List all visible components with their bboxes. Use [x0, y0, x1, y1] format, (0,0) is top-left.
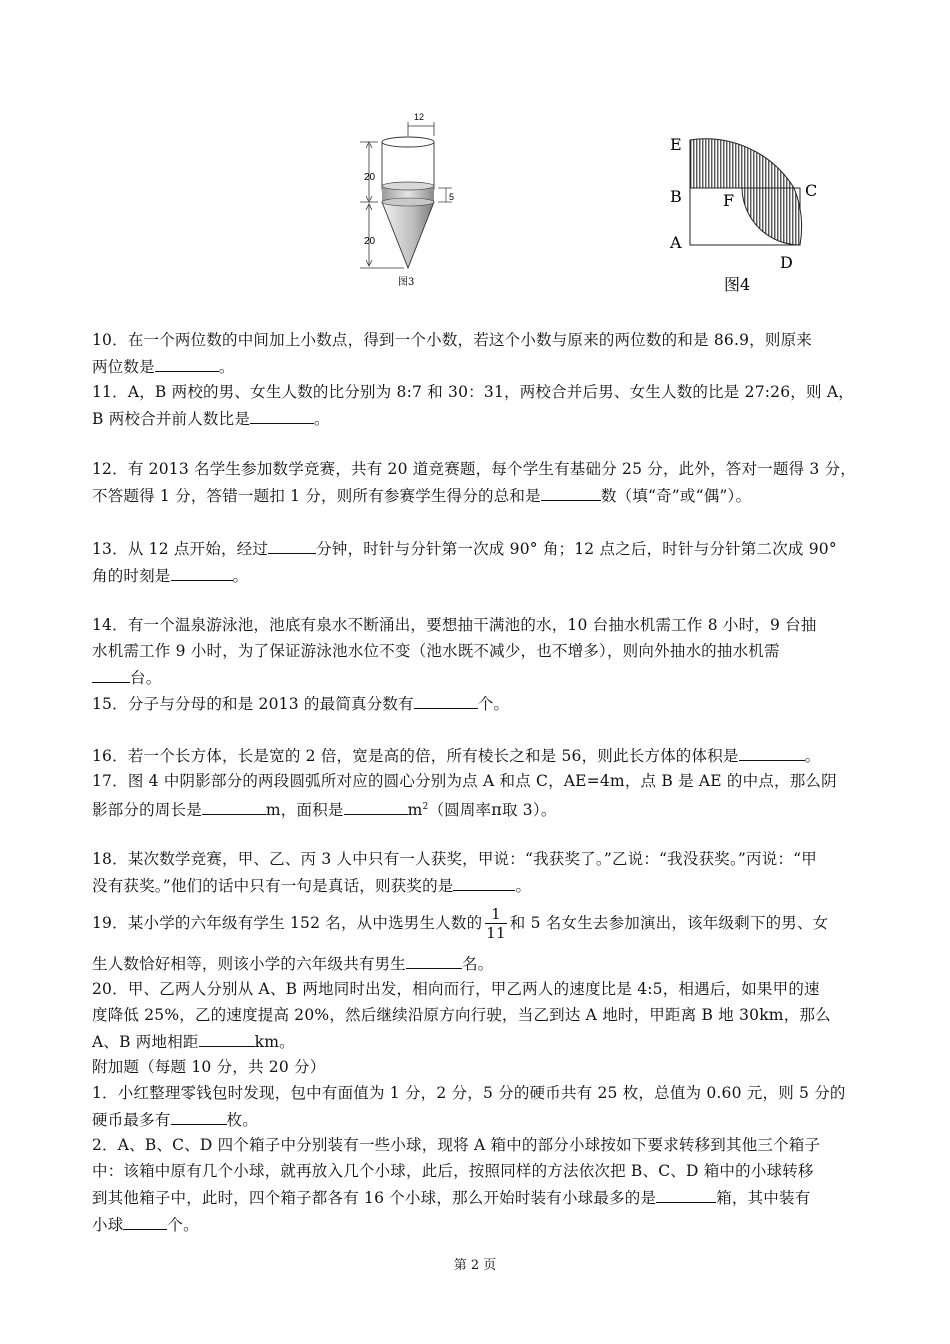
q17-part3: （圆周率	[428, 801, 492, 820]
q10-end: 。	[218, 358, 235, 376]
answer-blank[interactable]	[202, 796, 266, 815]
extra-question-1	[92, 1080, 862, 1133]
q17-line1: 17．图 4 中阴影部分的两段圆弧所对应的圆心分别为点 A 和点 C，AE=4m，点 B 是 AE 的中点，那么阴	[92, 772, 837, 790]
q19-end: 名。	[462, 955, 494, 973]
q17-unit: m	[407, 801, 423, 820]
q15-text: 15．分子与分母的和是 2013 的最简真分数有	[92, 695, 414, 713]
fig3-height-bottom: 20	[364, 236, 376, 247]
q10-line1: 10．在一个两位数的中间加上小数点，得到一个小数，若这个小数与原来的两位数的和是 86.9，则原来	[92, 331, 812, 349]
extra-question-2	[92, 1132, 862, 1238]
q14-end: 台。	[130, 669, 162, 687]
answer-blank[interactable]	[453, 872, 515, 891]
q14-line1: 14．有一个温泉游泳池，池底有泉水不断涌出，要想抽干满池的水，10 台抽水机需工作 8 小时，9 台抽	[92, 616, 817, 634]
answer-blank[interactable]	[656, 1184, 716, 1203]
extra-section-title	[92, 1054, 862, 1080]
answer-blank[interactable]	[171, 562, 233, 581]
answer-blank[interactable]	[268, 535, 316, 554]
e1-part2: 硬币最多有	[92, 1111, 171, 1129]
fig4-label-D: D	[780, 253, 793, 272]
fig3-caption: 图3	[398, 277, 415, 288]
extra-title: 附加题（每题 10 分，共 20 分）	[92, 1058, 326, 1076]
answer-blank[interactable]	[739, 742, 805, 761]
q14-line2: 水机需工作 9 小时，为了保证游泳池水位不变（池水既不减少，也不增多），则向外抽水的抽水机需	[92, 642, 780, 660]
fraction	[485, 905, 507, 942]
q17-unit-exp: 2	[422, 802, 429, 812]
q17-part2: m，面积是	[265, 801, 344, 820]
q18-line1: 18．某次数学竞赛，甲、乙、丙 3 人中只有一人获奖，甲说：“我获奖了。”乙说：“我没获奖。”丙说：“甲	[92, 850, 817, 868]
answer-blank[interactable]	[344, 796, 408, 815]
fraction-denominator: 11	[486, 923, 506, 942]
fig3-top-width: 12	[414, 112, 425, 122]
q20-end: km。	[254, 1033, 295, 1051]
question-13	[92, 535, 862, 589]
fig4-label-C: C	[805, 181, 818, 200]
question-12	[92, 456, 862, 509]
answer-blank[interactable]	[92, 664, 130, 683]
answer-blank[interactable]	[155, 353, 219, 372]
question-19	[92, 900, 862, 977]
q16-text: 16．若一个长方体，长是宽的 2 倍，宽是高的倍，所有棱长之和是 56，则此长方体的体积是	[92, 747, 739, 765]
e1-line1: 1．小红整理零钱包时发现，包中有面值为 1 分，2 分，5 分的硬币共有 25 枚，总值为 0.60 元，则 5 分的	[92, 1084, 846, 1102]
pi-symbol: π	[491, 800, 502, 820]
question-11	[92, 379, 862, 432]
e2-end: 个。	[167, 1216, 199, 1234]
question-18	[92, 846, 862, 899]
q19-part2: 和 5 名女生去参加演出，该年级剩下的男、女	[509, 914, 829, 932]
q18-line2: 没有获奖。”他们的话中只有一句是真话，则获奖的是	[92, 877, 454, 895]
figure-4	[660, 128, 820, 298]
fig4-label-E: E	[670, 135, 682, 154]
q10-line2: 两位数是	[92, 358, 155, 376]
q15-end: 个。	[477, 695, 510, 713]
fig3-height-top: 20	[364, 172, 376, 183]
fig4-label-B: B	[670, 187, 682, 206]
q13-end: 。	[232, 567, 249, 585]
answer-blank[interactable]	[123, 1211, 167, 1230]
q13-part3: 角的时刻是	[92, 567, 171, 585]
e2-part5: 小球	[92, 1216, 124, 1234]
fig4-label-F: F	[723, 191, 735, 210]
q19-part3: 生人数恰好相等，则该小学的六年级共有男生	[92, 955, 407, 973]
q13-part2: 分钟，时针与分针第一次成 90° 角；12 点之后，时针与分针第二次成 90°	[316, 540, 837, 558]
e2-line1: 2．A、B、C、D 四个箱子中分别装有一些小球，现将 A 箱中的部分小球按如下要求转移到其他三个箱子	[92, 1136, 821, 1154]
page-number: 第 2 页	[453, 1258, 497, 1273]
q20-line2: 度降低 25%，乙的速度提高 20%，然后继续沿原方向行驶，当乙到达 A 地时，甲距离 B 地 30km，那么	[92, 1006, 831, 1024]
answer-blank[interactable]	[199, 1028, 255, 1047]
q20-line1: 20．甲、乙两人分别从 A、B 两地同时出发，相向而行，甲乙两人的速度比是 4:5，相遇后，如果甲的速	[92, 980, 820, 998]
e1-end: 枚。	[226, 1111, 258, 1129]
q11-line2: B 两校合并前人数比是	[92, 410, 251, 428]
e2-part3: 到其他箱子中，此时，四个箱子都各有 16 个小球，那么开始时装有小球最多的是	[92, 1189, 657, 1207]
q12-line2: 不答题得 1 分，答错一题扣 1 分，则所有参赛学生得分的总和是	[92, 487, 541, 505]
q16-end: 。	[804, 747, 821, 765]
q12-line1: 12．有 2013 名学生参加数学竞赛，共有 20 道竞赛题，每个学生有基础分 25 分，此外，答对一题得 3 分，	[92, 460, 856, 478]
fig4-label-A: A	[670, 233, 682, 252]
q19-part1: 19．某小学的六年级有学生 152 名，从中选男生人数的	[92, 914, 483, 932]
question-14	[92, 612, 862, 691]
e2-part4: 箱，其中装有	[716, 1189, 811, 1207]
question-20	[92, 976, 862, 1055]
question-16	[92, 742, 862, 769]
answer-blank[interactable]	[414, 690, 478, 709]
q11-end: 。	[314, 410, 330, 428]
answer-blank[interactable]	[406, 950, 462, 969]
fig4-caption: 图4	[724, 275, 751, 294]
e2-line2: 中：该箱中原有几个小球，就再放入几个小球，此后，按照同样的方法依次把 B、C、D 箱中的小球转移	[92, 1162, 814, 1180]
fig3-band: 5	[449, 192, 455, 202]
question-17	[92, 768, 862, 823]
q11-line1: 11．A，B 两校的男、女生人数的比分别为 8:7 和 30：31，两校合并后男、女生人数的比是 27:26，则 A，	[92, 383, 854, 401]
q17-part1: 影部分的周长是	[92, 801, 202, 820]
question-15	[92, 690, 862, 717]
answer-blank[interactable]	[171, 1106, 227, 1125]
q13-part1: 13．从 12 点开始，经过	[92, 540, 269, 558]
answer-blank[interactable]	[250, 405, 314, 424]
figure-3	[352, 108, 472, 293]
q17-end: 取 3）。	[501, 801, 557, 820]
fraction-numerator: 1	[491, 904, 501, 923]
q18-end: 。	[515, 877, 532, 895]
q12-end: 数（填“奇”或“偶”）。	[600, 487, 752, 505]
question-10	[92, 327, 862, 380]
answer-blank[interactable]	[541, 482, 601, 501]
q20-part3: A、B 两地相距	[92, 1033, 199, 1051]
